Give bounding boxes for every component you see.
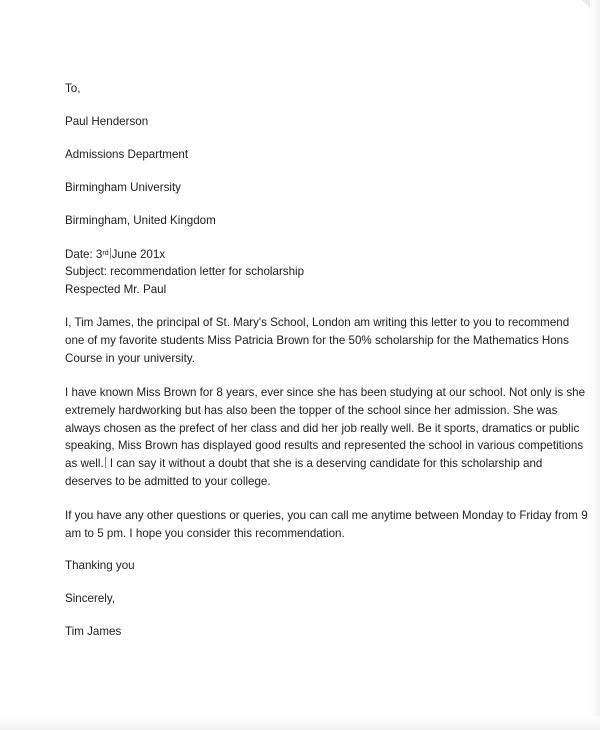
paragraph-line: one of my favorite students Miss Patricia Brown for the 50% scholarship for the Mathematics Hons <box>65 333 569 347</box>
paragraph-line: I have known Miss Brown for 8 years, ever since she has been studying at our school. Not only is she <box>65 386 586 399</box>
recipient-name: Paul Henderson <box>65 115 149 128</box>
recipient-location: Birmingham, United Kingdom <box>65 214 216 227</box>
date-rest: June 201x <box>111 248 166 261</box>
paragraph-line: extremely hardworking but has also been the topper of the school since her admission. She was <box>65 403 558 417</box>
letter-greeting: Respected Mr. Paul <box>65 283 167 296</box>
text-cursor-mark <box>110 248 111 259</box>
date-label: Date: 3 <box>65 248 103 261</box>
paragraph-contact <box>65 507 588 543</box>
letter-closing: Sincerely, <box>65 592 116 605</box>
paragraph-line: speaking, Miss Brown has displayed good results and represented the school in various competitions <box>65 439 584 453</box>
recipient-department: Admissions Department <box>65 148 189 161</box>
paragraph-line-end: I can say it without a doubt that she is a deserving candidate for this scholarship and <box>109 457 543 471</box>
paragraph-recommendation <box>65 384 586 491</box>
paragraph-line: deserves to be admitted to your college. <box>65 474 271 488</box>
page-edge-shadow <box>590 0 600 730</box>
recipient-institution: Birmingham University <box>65 181 181 194</box>
paragraph-line: always chosen as the prefect of her class and did her job really well. Be it sports, dramatics or public <box>65 421 580 435</box>
text-cursor-mark <box>105 457 106 468</box>
paragraph-line: I, Tim James, the principal of St. Mary's School, London am writing this letter to you to recommend <box>65 316 570 329</box>
date-suffix: rd <box>102 250 109 257</box>
paragraph-line: If you have any other questions or queries, you can call me anytime between Monday to Friday from 9 <box>65 509 588 522</box>
page-bottom-shadow <box>0 716 600 730</box>
letter-thanks: Thanking you <box>65 559 135 572</box>
paragraph-line: Course in your university. <box>65 351 195 365</box>
letter-signature: Tim James <box>65 625 122 638</box>
letter-date <box>65 245 165 264</box>
letter-subject: Subject: recommendation letter for scholarship <box>65 265 305 278</box>
paragraph-introduction <box>65 314 570 367</box>
paragraph-line: am to 5 pm. I hope you consider this recommendation. <box>65 526 345 540</box>
salutation-to: To, <box>65 82 81 95</box>
paragraph-line <box>65 455 555 473</box>
paragraph-line-start: as well. <box>65 457 104 471</box>
